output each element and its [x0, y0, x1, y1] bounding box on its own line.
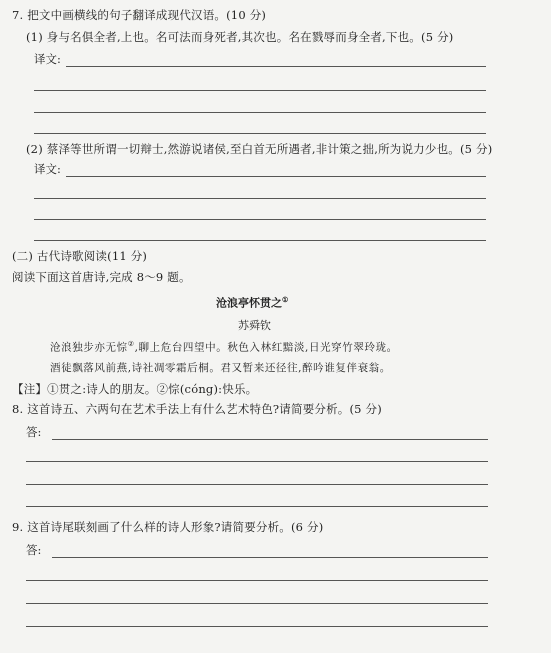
answer-line[interactable] — [66, 66, 486, 67]
footnote-marker: ② — [127, 340, 135, 348]
q7-part2-answer-label: 译文: — [34, 162, 61, 176]
answer-line[interactable] — [26, 580, 488, 581]
q8-heading: 8. 这首诗五、六两句在艺术手法上有什么艺术特色?请简要分析。(5 分) — [12, 402, 382, 416]
q7-part2: (2) 蔡泽等世所谓一切辩士,然游说诸侯,至白首无所遇者,非计策之拙,所为说力少也。(5 分) — [26, 142, 493, 156]
poem-notes: 【注】①贯之:诗人的朋友。②悰(cóng):快乐。 — [12, 382, 258, 396]
answer-line[interactable] — [26, 626, 488, 627]
poem-line-2: 酒徒飘落风前燕,诗社凋零霜后桐。君又暂来还径往,醉吟谁复伴衰翁。 — [50, 362, 391, 374]
section2-instruction: 阅读下面这首唐诗,完成 8～9 题。 — [12, 270, 191, 284]
answer-line[interactable] — [26, 506, 488, 507]
footnote-marker: ① — [282, 295, 289, 304]
answer-line[interactable] — [34, 219, 486, 220]
q9-answer-label: 答: — [26, 543, 42, 557]
answer-line[interactable] — [26, 603, 488, 604]
poem-author: 苏舜钦 — [238, 319, 271, 332]
answer-line[interactable] — [34, 240, 486, 241]
q7-heading: 7. 把文中画横线的句子翻译成现代汉语。(10 分) — [12, 8, 267, 22]
poem-title: 沧浪亭怀贯之① — [216, 295, 289, 310]
answer-line[interactable] — [26, 461, 488, 462]
q9-heading: 9. 这首诗尾联刻画了什么样的诗人形象?请简要分析。(6 分) — [12, 520, 324, 534]
answer-line[interactable] — [66, 176, 486, 177]
answer-line[interactable] — [34, 90, 486, 91]
q7-part1-answer-label: 译文: — [34, 52, 61, 66]
section2-heading: (二) 古代诗歌阅读(11 分) — [12, 249, 148, 263]
answer-line[interactable] — [52, 439, 488, 440]
answer-line[interactable] — [34, 112, 486, 113]
q7-part1: (1) 身与名俱全者,上也。名可法而身死者,其次也。名在戮辱而身全者,下也。(5 分) — [26, 30, 454, 44]
answer-line[interactable] — [34, 198, 486, 199]
answer-line[interactable] — [34, 133, 486, 134]
poem-line-1: 沧浪独步亦无悰②,聊上危台四望中。秋色入林红黯淡,日光穿竹翠玲珑。 — [50, 340, 398, 354]
answer-line[interactable] — [52, 557, 488, 558]
q8-answer-label: 答: — [26, 425, 42, 439]
answer-line[interactable] — [26, 484, 488, 485]
